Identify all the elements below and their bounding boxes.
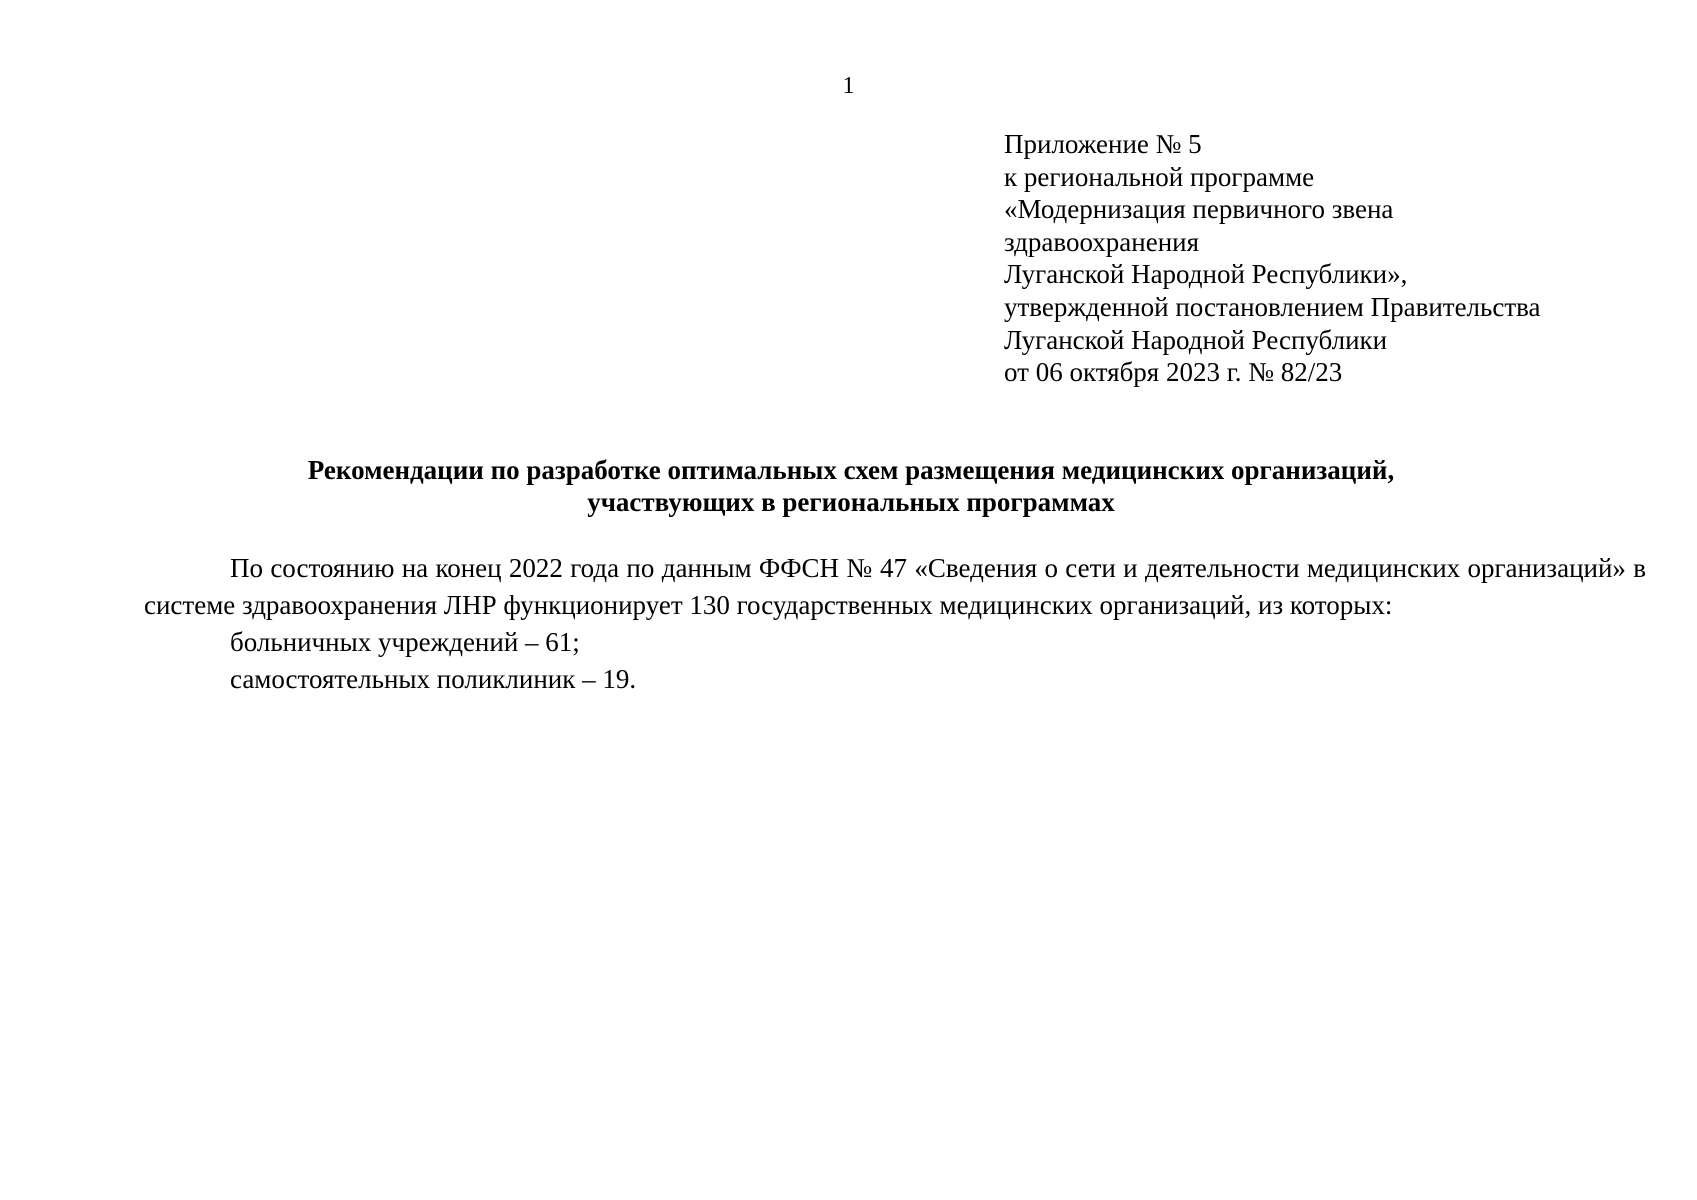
page-number: 1 bbox=[842, 73, 855, 99]
appendix-header bbox=[1004, 128, 1644, 389]
appendix-line: от 06 октября 2023 г. № 82/23 bbox=[1004, 357, 1343, 388]
appendix-line: Луганской Народной Республики», bbox=[1004, 259, 1408, 290]
appendix-line: «Модернизация первичного звена bbox=[1004, 194, 1394, 225]
intro-paragraph: По состоянию на конец 2022 года по данным ФФСН № 47 «Сведения о сети и деятельности медицинских организаций» в системе здравоохранения ЛНР функционирует 130 государственных медицинских организаций, из которых: bbox=[144, 553, 1646, 620]
appendix-line: здравоохранения bbox=[1004, 226, 1200, 257]
appendix-line: Приложение № 5 bbox=[1004, 129, 1202, 159]
appendix-line: Луганской Народной Республики bbox=[1004, 324, 1388, 355]
document-title-line-2: участвующих в региональных программах bbox=[587, 487, 1115, 517]
list-item-hospitals: больничных учреждений – 61; bbox=[230, 627, 580, 657]
appendix-line: к региональной программе bbox=[1004, 161, 1315, 192]
document-title-line-1: Рекомендации по разработке оптимальных схем размещения медицинских организаций, bbox=[307, 455, 1395, 485]
list-item-polyclinics: самостоятельных поликлиник – 19. bbox=[230, 664, 637, 694]
appendix-line: утвержденной постановлением Правительства bbox=[1004, 291, 1541, 322]
document-title bbox=[140, 454, 1562, 518]
document-body bbox=[144, 550, 1646, 698]
